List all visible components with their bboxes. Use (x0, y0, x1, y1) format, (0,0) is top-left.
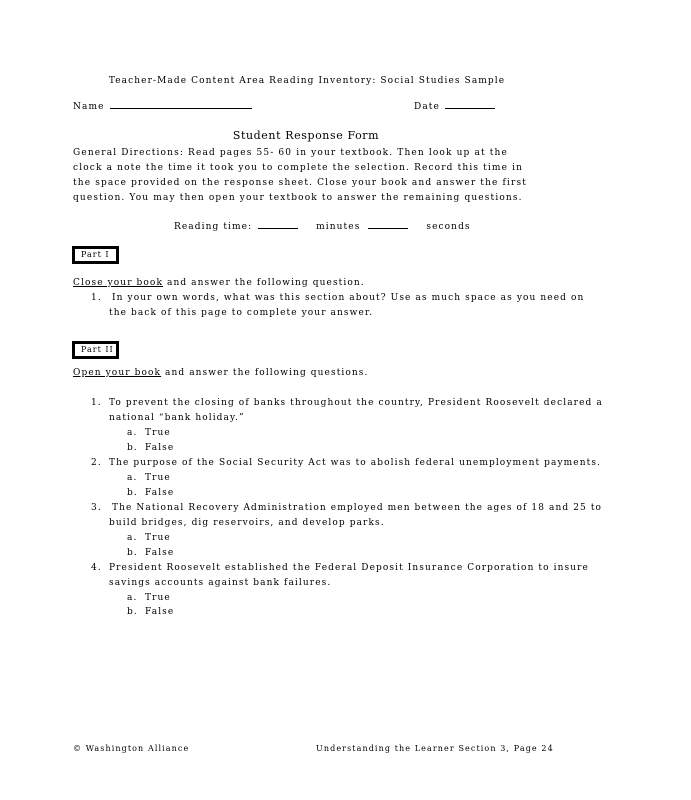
option-false[interactable]: False (145, 443, 175, 453)
question-text-cont: national “bank holiday.” (109, 413, 245, 423)
form-title: Student Response Form (232, 129, 380, 142)
part-one-instruction (73, 277, 365, 289)
seconds-label: seconds (426, 222, 471, 232)
footer-copyright: © Washington Alliance (73, 744, 190, 753)
option-a-label: a. (127, 533, 138, 543)
directions-label: General Directions: (73, 148, 185, 158)
part-one-q1-number: 1. (91, 293, 102, 303)
part-one-q1-line2: the back of this page to complete your answer. (109, 308, 374, 318)
reading-time-label: Reading time: (174, 222, 253, 232)
minutes-label: minutes (316, 222, 361, 232)
question-number: 1. (91, 398, 102, 408)
part-two-instruction-underlined: Open your book (73, 368, 162, 378)
part-one-instruction-underlined: Close your book (73, 278, 164, 288)
part-one-q1-line1: In your own words, what was this section about? Use as much space as you need on (112, 293, 585, 303)
question-number: 3. (91, 503, 102, 513)
part-two-box (72, 341, 119, 359)
option-false[interactable]: False (145, 548, 175, 558)
part-two-instruction (73, 367, 368, 379)
option-b-label: b. (127, 607, 138, 617)
question-text: The purpose of the Social Security Act was to abolish federal unemployment payments. (109, 458, 602, 468)
question-text-cont: savings accounts against bank failures. (109, 578, 332, 588)
option-false[interactable]: False (145, 488, 175, 498)
option-true[interactable]: True (145, 533, 171, 543)
part-one-box (72, 246, 119, 264)
option-true[interactable]: True (145, 428, 171, 438)
question-text: President Roosevelt established the Federal Deposit Insurance Corporation to insure (109, 563, 589, 573)
option-b-label: b. (127, 488, 138, 498)
date-label: Date (414, 102, 440, 112)
question-number: 4. (91, 563, 102, 573)
option-b-label: b. (127, 443, 138, 453)
name-blank[interactable] (110, 108, 252, 109)
part-one-label: Part I (81, 250, 110, 259)
general-directions (73, 146, 533, 206)
option-true[interactable]: True (145, 593, 171, 603)
option-true[interactable]: True (145, 473, 171, 483)
reading-time-row (174, 221, 471, 233)
minutes-blank[interactable] (258, 228, 298, 229)
date-blank[interactable] (445, 108, 495, 109)
option-false[interactable]: False (145, 607, 175, 617)
document-header: Teacher-Made Content Area Reading Inventory: Social Studies Sample (108, 76, 506, 86)
seconds-blank[interactable] (368, 228, 408, 229)
option-a-label: a. (127, 593, 138, 603)
directions-text: Read pages 55- 60 in your textbook. Then look up at the clock a note the time it took you to complete the selection. Record this time in the space provided on the response sheet. Close your book and answer the first question. You may then open your textbook to answer the remaining questions. (73, 148, 528, 203)
option-a-label: a. (127, 473, 138, 483)
part-two-label: Part II (81, 345, 114, 354)
date-field[interactable] (414, 101, 495, 113)
option-a-label: a. (127, 428, 138, 438)
option-b-label: b. (127, 548, 138, 558)
question-number: 2. (91, 458, 102, 468)
question-text: To prevent the closing of banks throughout the country, President Roosevelt declared a (109, 398, 603, 408)
name-field[interactable] (73, 101, 252, 113)
part-one-instruction-rest: and answer the following question. (163, 278, 365, 288)
footer-page-info: Understanding the Learner Section 3, Page 24 (316, 744, 554, 753)
name-label: Name (73, 102, 105, 112)
part-two-instruction-rest: and answer the following questions. (161, 368, 369, 378)
question-text-cont: build bridges, dig reservoirs, and develop parks. (109, 518, 385, 528)
question-text: The National Recovery Administration employed men between the ages of 18 and 25 to (112, 503, 603, 513)
